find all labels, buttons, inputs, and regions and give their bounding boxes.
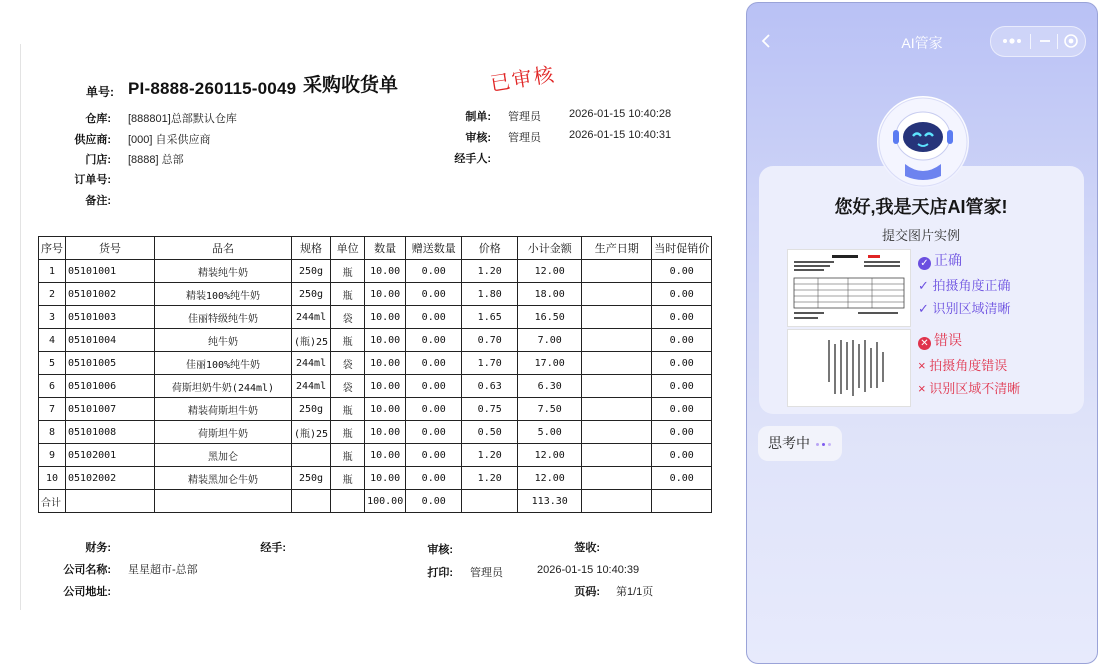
total-cell: 113.30 [518, 490, 582, 513]
wrong-tip-text: 拍摄角度错误 [929, 358, 1008, 373]
auditor-label: 审核: [465, 132, 491, 144]
table-row [39, 421, 712, 444]
table-cell: 05101003 [66, 306, 155, 329]
auditor-value: 管理员 [508, 132, 541, 144]
table-cell: 8 [39, 421, 66, 444]
minimize-icon[interactable] [1039, 36, 1051, 46]
wrong-tip-1 [918, 355, 1007, 374]
manager-label: 经手: [260, 542, 286, 554]
table-cell: 0.00 [652, 329, 712, 352]
table-cell: 10.00 [365, 352, 406, 375]
table-cell: 05101007 [66, 398, 155, 421]
table-cell [582, 352, 652, 375]
table-cell: 05101002 [66, 283, 155, 306]
robot-avatar [877, 96, 969, 188]
warehouse-label: 仓库: [85, 113, 111, 125]
table-cell: 纯牛奶 [155, 329, 292, 352]
thinking-text: 思考中 [768, 435, 810, 451]
table-cell: 6.30 [518, 375, 582, 398]
wrong-tip-text: 识别区域不清晰 [929, 381, 1021, 396]
document-title: 采购收货单 [303, 75, 399, 96]
total-row [39, 490, 712, 513]
column-header: 数量 [365, 237, 406, 260]
table-cell: 10.00 [365, 329, 406, 352]
table-row [39, 329, 712, 352]
example-subtitle: 提交图片实例 [881, 228, 960, 243]
column-header: 货号 [66, 237, 155, 260]
auditor-time: 2026-01-15 10:40:31 [569, 129, 672, 141]
table-cell: 10.00 [365, 260, 406, 283]
table-cell: 5 [39, 352, 66, 375]
table-cell: 250g [292, 260, 331, 283]
page-label: 页码: [574, 586, 600, 598]
items-table [38, 236, 712, 513]
table-cell: 0.70 [462, 329, 518, 352]
table-cell [582, 375, 652, 398]
table-cell [582, 398, 652, 421]
column-header: 小计金额 [518, 237, 582, 260]
table-cell: 0.00 [652, 421, 712, 444]
table-cell: 1 [39, 260, 66, 283]
column-header: 当时促销价 [652, 237, 712, 260]
table-cell: 袋 [331, 352, 365, 375]
table-cell: 瓶 [331, 283, 365, 306]
table-cell [582, 283, 652, 306]
total-cell [582, 490, 652, 513]
table-cell [582, 467, 652, 490]
company-value: 星星超市-总部 [128, 564, 198, 576]
table-cell: 瓶 [331, 329, 365, 352]
table-cell: 精装100%纯牛奶 [155, 283, 292, 306]
table-cell: 0.00 [652, 398, 712, 421]
maker-value: 管理员 [508, 111, 541, 123]
table-cell: 0.00 [652, 467, 712, 490]
supplier-label: 供应商: [74, 134, 111, 146]
correct-tip-text: 识别区域清晰 [932, 301, 1011, 316]
table-cell: 0.75 [462, 398, 518, 421]
check-circle-icon: ✓ [918, 257, 931, 270]
table-cell: 0.50 [462, 421, 518, 444]
total-cell [331, 490, 365, 513]
table-cell: 250g [292, 398, 331, 421]
table-cell: 1.80 [462, 283, 518, 306]
table-cell: 12.00 [518, 444, 582, 467]
table-cell: 05101001 [66, 260, 155, 283]
table-cell: 精装荷斯坦牛奶 [155, 398, 292, 421]
table-cell: 6 [39, 375, 66, 398]
table-cell: 12.00 [518, 467, 582, 490]
table-cell: 0.00 [406, 375, 462, 398]
typing-dots-icon [816, 426, 834, 461]
table-cell: 4 [39, 329, 66, 352]
column-header: 序号 [39, 237, 66, 260]
correct-tip-text: 拍摄角度正确 [932, 278, 1011, 293]
capsule-divider [1030, 34, 1031, 49]
correct-tip-2 [918, 298, 1011, 317]
table-cell: 0.00 [406, 444, 462, 467]
total-cell [155, 490, 292, 513]
correct-example-image [787, 249, 911, 327]
table-cell: 0.00 [406, 283, 462, 306]
column-header: 生产日期 [582, 237, 652, 260]
order-label: 订单号: [74, 174, 111, 186]
table-cell: 瓶 [331, 467, 365, 490]
cross-icon: × [918, 358, 930, 373]
table-cell [582, 329, 652, 352]
print-time: 2026-01-15 10:40:39 [537, 564, 640, 576]
thinking-bubble [758, 426, 842, 461]
assistant-title: AI管家 [901, 35, 943, 51]
column-header: 单位 [331, 237, 365, 260]
table-cell: 250g [292, 283, 331, 306]
table-row [39, 352, 712, 375]
miniprogram-capsule [990, 26, 1086, 57]
table-row [39, 306, 712, 329]
table-cell: 12.00 [518, 260, 582, 283]
table-cell: 7.50 [518, 398, 582, 421]
total-cell [292, 490, 331, 513]
table-cell: 0.63 [462, 375, 518, 398]
table-cell: 袋 [331, 306, 365, 329]
table-cell: 2 [39, 283, 66, 306]
check-icon: ✓ [918, 278, 933, 293]
address-label: 公司地址: [63, 586, 111, 598]
table-cell: 244ml [292, 306, 331, 329]
correct-title: 正确 [934, 252, 962, 268]
footer-audit-label: 审核: [427, 544, 453, 556]
table-cell [582, 260, 652, 283]
table-cell: 精装纯牛奶 [155, 260, 292, 283]
table-cell: 7 [39, 398, 66, 421]
table-cell: 瓶 [331, 398, 365, 421]
table-cell: 05101004 [66, 329, 155, 352]
table-cell: 10.00 [365, 306, 406, 329]
column-header: 价格 [462, 237, 518, 260]
table-cell: 05102001 [66, 444, 155, 467]
table-cell: 0.00 [406, 260, 462, 283]
table-cell: 袋 [331, 375, 365, 398]
total-cell [652, 490, 712, 513]
handler-label: 经手人: [454, 153, 491, 165]
table-cell: 250g [292, 467, 331, 490]
total-cell [66, 490, 155, 513]
table-cell: 1.20 [462, 260, 518, 283]
print-label: 打印: [427, 567, 453, 579]
table-cell: 0.00 [406, 306, 462, 329]
column-header: 赠送数量 [406, 237, 462, 260]
store-label: 门店: [85, 154, 111, 166]
column-header: 品名 [155, 237, 292, 260]
correct-heading [918, 250, 962, 270]
table-cell: 17.00 [518, 352, 582, 375]
table-row [39, 260, 712, 283]
table-cell: 0.00 [406, 329, 462, 352]
wrong-heading [918, 330, 962, 350]
table-cell [582, 421, 652, 444]
table-cell: 1.20 [462, 467, 518, 490]
table-cell: 7.00 [518, 329, 582, 352]
close-miniprogram-icon[interactable] [1063, 33, 1079, 49]
table-cell: 0.00 [652, 260, 712, 283]
table-cell: 荷斯坦奶牛奶(244ml) [155, 375, 292, 398]
table-cell: 3 [39, 306, 66, 329]
table-row [39, 283, 712, 306]
table-cell: 05101005 [66, 352, 155, 375]
table-cell: 0.00 [652, 283, 712, 306]
table-cell: 1.70 [462, 352, 518, 375]
warehouse-value: [888801]总部默认仓库 [128, 113, 237, 125]
table-cell [582, 444, 652, 467]
table-cell: 瓶 [331, 421, 365, 444]
greeting: 您好,我是天店AI管家! [834, 197, 1008, 217]
table-cell: 05102002 [66, 467, 155, 490]
table-cell: 瓶 [331, 444, 365, 467]
table-cell: 5.00 [518, 421, 582, 444]
correct-tip-1 [918, 275, 1011, 294]
maker-time: 2026-01-15 10:40:28 [569, 108, 672, 120]
table-cell: 0.00 [652, 306, 712, 329]
table-cell: 0.00 [406, 352, 462, 375]
table-cell: 1.20 [462, 444, 518, 467]
table-cell: 10.00 [365, 375, 406, 398]
table-cell: 18.00 [518, 283, 582, 306]
sign-label: 签收: [574, 542, 600, 554]
table-cell: 黑加仑 [155, 444, 292, 467]
wrong-tip-2 [918, 378, 1020, 397]
order-no-label: 单号: [86, 85, 114, 99]
table-header-row [39, 237, 712, 260]
table-row [39, 444, 712, 467]
table-cell: 10.00 [365, 283, 406, 306]
cross-icon: × [918, 381, 930, 396]
maker-label: 制单: [465, 111, 491, 123]
table-cell: 0.00 [406, 398, 462, 421]
total-cell [462, 490, 518, 513]
error-circle-icon: ✕ [918, 337, 931, 350]
table-cell: 9 [39, 444, 66, 467]
table-cell: 10.00 [365, 467, 406, 490]
table-cell: 荷斯坦牛奶 [155, 421, 292, 444]
page-value: 第1/1页 [616, 586, 654, 598]
approved-stamp: 已审核 [488, 63, 558, 96]
capsule-divider [1057, 34, 1058, 49]
total-cell: 0.00 [406, 490, 462, 513]
printer-value: 管理员 [470, 567, 503, 579]
finance-label: 财务: [85, 542, 111, 554]
table-row [39, 375, 712, 398]
table-cell: 佳丽100%纯牛奶 [155, 352, 292, 375]
more-icon[interactable] [1001, 36, 1023, 46]
document-divider [20, 44, 21, 610]
order-no: PI-8888-260115-0049 [128, 79, 297, 98]
table-cell: (瓶)25 [292, 329, 331, 352]
table-cell: 佳丽特级纯牛奶 [155, 306, 292, 329]
table-cell: 05101008 [66, 421, 155, 444]
wrong-title: 错误 [934, 332, 962, 348]
table-cell: 10.00 [365, 421, 406, 444]
total-cell: 100.00 [365, 490, 406, 513]
table-cell: 0.00 [652, 352, 712, 375]
table-cell: 244ml [292, 375, 331, 398]
table-cell [292, 444, 331, 467]
table-cell: 10.00 [365, 398, 406, 421]
check-icon: ✓ [918, 301, 933, 316]
store-value: [8888] 总部 [128, 154, 184, 166]
table-cell: 1.65 [462, 306, 518, 329]
column-header: 规格 [292, 237, 331, 260]
table-cell: 05101006 [66, 375, 155, 398]
total-cell: 合计 [39, 490, 66, 513]
table-cell: 精装黑加仑牛奶 [155, 467, 292, 490]
wrong-example-image [787, 329, 911, 407]
table-cell: 0.00 [406, 467, 462, 490]
supplier-value: [000] 自采供应商 [128, 134, 211, 146]
table-cell: 16.50 [518, 306, 582, 329]
table-cell: 0.00 [652, 444, 712, 467]
table-row [39, 398, 712, 421]
table-row [39, 467, 712, 490]
table-cell: 10 [39, 467, 66, 490]
table-cell: 0.00 [652, 375, 712, 398]
company-label: 公司名称: [63, 564, 111, 576]
table-cell: 0.00 [406, 421, 462, 444]
robot-icon [877, 96, 969, 188]
remark-label: 备注: [85, 195, 111, 207]
table-cell: 244ml [292, 352, 331, 375]
table-cell: 10.00 [365, 444, 406, 467]
table-cell [582, 306, 652, 329]
table-cell: (瓶)25 [292, 421, 331, 444]
table-cell: 瓶 [331, 260, 365, 283]
